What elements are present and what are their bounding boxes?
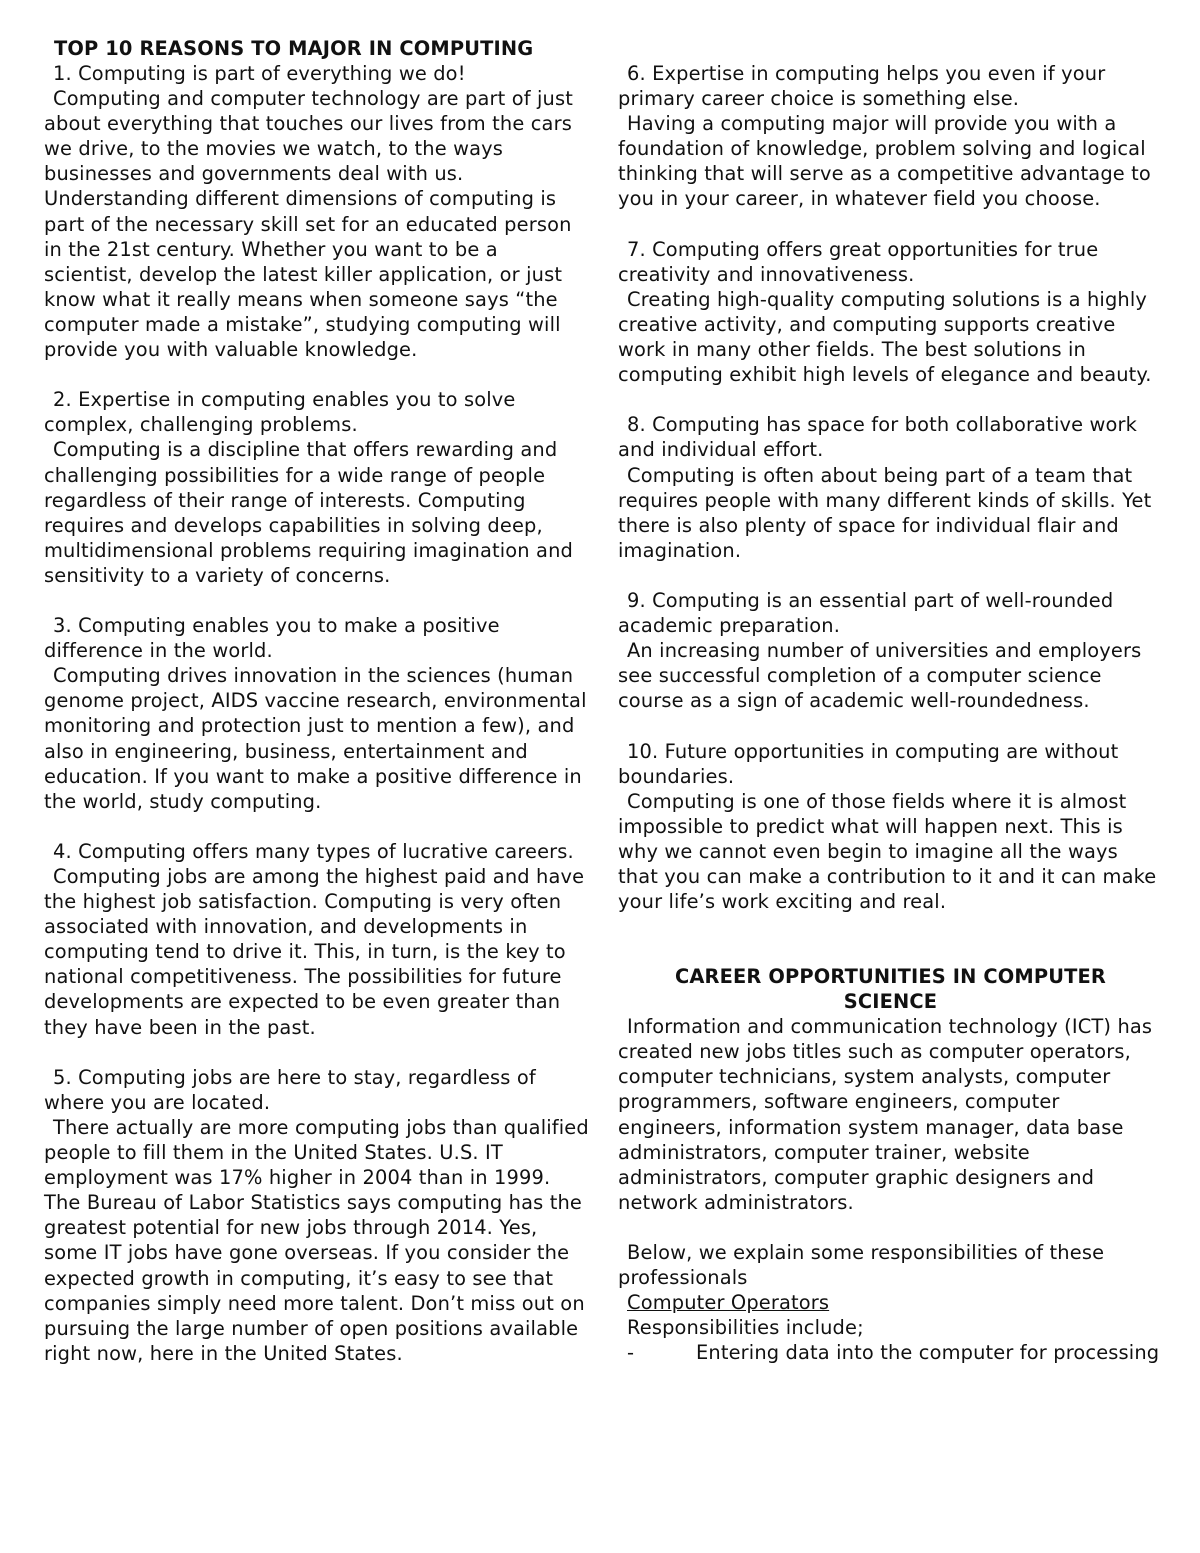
careers-section [618,964,1163,1365]
reason-body: Computing is often about being part of a team that requires people with many different kinds of skills. Yet there is also plenty of space for individual flair and imagination. [618,463,1152,562]
document-title: TOP 10 REASONS TO MAJOR IN COMPUTING [54,37,534,60]
reason-body: Creating high-quality computing solutions is a highly creative activity, and computing supports creative work in many other fields. The best solutions in computing exhibit high levels of elegance and beauty. [618,287,1152,387]
reason-body: Computing jobs are among the highest paid and have the highest job satisfaction. Computing is very often associated with innovation, and developments in computing tend to drive it. This, in turn, is the key to national competitiveness. The possibilities for future developments are expected to be even greater than they have been in the past. [44,865,585,1039]
reason-9 [618,588,1163,713]
reason-1 [44,61,589,362]
computer-operators-heading: Computer Operators [627,1291,830,1315]
reason-heading: 9. Computing is an essential part of well-rounded academic preparation. [618,588,1114,638]
reason-body: Computing and computer technology are part of just about everything that touches our lives from the cars we drive, to the movies we watch, to the ways businesses and governments deal with us. Understanding different dimensions of computing is part of the necessary skill set for an educated person in the 21st century. Whether you want to be a scientist, develop the latest killer application, or just know what it really means when someone says “the computer made a mistake”, studying computing will provide you with valuable knowledge. [44,87,573,362]
reason-3 [44,613,589,814]
reason-8 [618,412,1163,563]
careers-title-line1: CAREER OPPORTUNITIES IN COMPUTER [675,965,1106,989]
reason-heading: 5. Computing jobs are here to stay, regardless of where you are located. [44,1065,536,1114]
reason-heading: 7. Computing offers great opportunities for true creativity and innovativeness. [618,237,1099,286]
reason-5 [44,1065,589,1366]
reason-6 [618,61,1163,212]
reason-body: Computing is one of those fields where it is almost impossible to predict what will happen next. This is why we cannot even begin to imagine all the ways that you can make a contribution to it and it can make your life’s work exciting and real. [618,789,1157,914]
responsibilities-label: Responsibilities include; [627,1316,864,1340]
reason-heading: 3. Computing enables you to make a positive difference in the world. [44,614,500,663]
right-column [618,61,1163,1366]
reason-heading: 10. Future opportunities in computing are without boundaries. [618,739,1119,788]
responsibility-text: Entering data into the computer for processing [696,1341,1160,1365]
reason-heading: 2. Expertise in computing enables you to solve complex, challenging problems. [44,388,516,437]
reason-2 [44,387,589,588]
reason-heading: 8. Computing has space for both collaborative work and individual effort. [618,413,1138,462]
reason-heading: 4. Computing offers many types of lucrative careers. [53,839,574,863]
careers-title-line2: SCIENCE [843,990,938,1014]
careers-explain: Below, we explain some responsibilities of these professionals [618,1241,1105,1290]
responsibility-item [618,1340,1163,1365]
spacer [618,1215,1163,1240]
reason-heading: 6. Expertise in computing helps you even if your primary career choice is something else. [618,62,1106,111]
reason-heading: 1. Computing is part of everything we do! [53,62,466,85]
reason-body: Having a computing major will provide you with a foundation of knowledge, problem solving and logical thinking that will serve as a competitive advantage to you in your career, in whatever field you choose. [618,112,1151,211]
reason-body: Computing drives innovation in the sciences (human genome project, AIDS vaccine research, environmental monitoring and protection just to mention a few), and also in engineering, business, entertainment and education. If you want to make a positive difference in the world, study computing. [44,664,587,813]
reason-7 [618,237,1163,388]
spacer [618,914,1163,964]
reason-body: Computing is a discipline that offers rewarding and challenging possibilities for a wide range of people regardless of their range of interests. Computing requires and develops capabilities in solving deep, multidimensional problems requiring imagination and sensitivity to a variety of concerns. [44,438,573,587]
reason-body: An increasing number of universities and employers see successful completion of a computer science course as a sign of academic well-roundedness. [618,639,1142,713]
reason-10 [618,739,1163,915]
reason-4 [44,839,589,1040]
careers-intro: Information and communication technology (ICT) has created new jobs titles such as computer operators, computer technicians, system analysts, computer programmers, software engineers, computer engineers, information system manager, data base administrators, computer trainer, website administrators, computer graphic designers and network administrators. [618,1015,1153,1214]
bullet-dash: - [627,1341,635,1365]
left-column [44,36,589,1366]
reason-body: There actually are more computing jobs than qualified people to fill them in the United States. U.S. IT employment was 17% higher in 2004 than in 1999. The Bureau of Labor Statistics says computing has the greatest potential for new jobs through 2014. Yes, some IT jobs have gone overseas. If you consider the expected growth in computing, it’s easy to see that companies simply need more talent. Don’t miss out on pursuing the large number of open positions available right now, here in the United States. [44,1115,589,1365]
